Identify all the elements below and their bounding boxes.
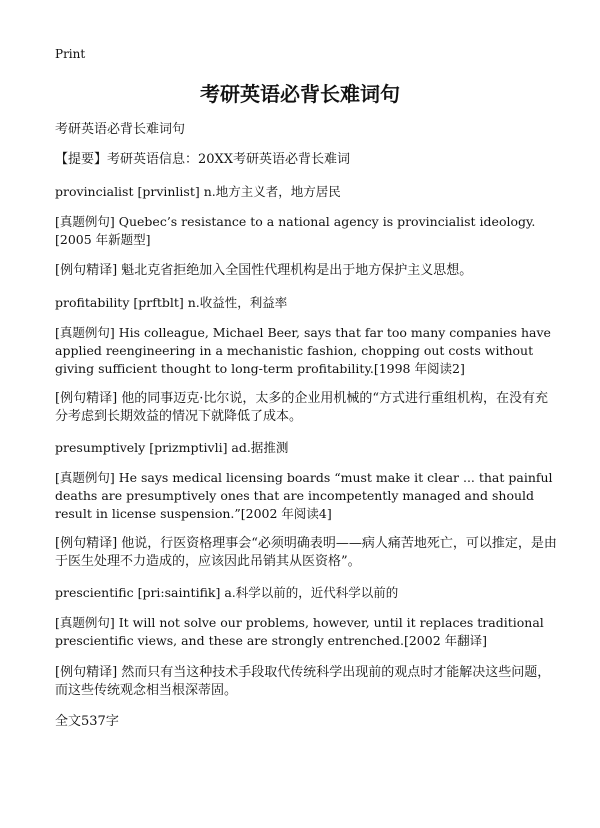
entry-4-example: [真题例句] It will not solve our problems, however, until it replaces traditional prescientific views, and these are strongly entrenched.[2002 年翻译] — [55, 615, 544, 648]
entry-3-example: [真题例句] He says medical licensing boards “must make it clear ... that painful deaths are presumptively ones that are incompetently managed and should result in license suspension.”[2002 年阅读4] — [55, 470, 553, 521]
entry-4-headword: prescientific [pri:saintifik] a.科学以前的，近代科学以前的 — [55, 585, 399, 600]
entry-1-headword: provincialist [prvinlist] n.地方主义者，地方居民 — [55, 184, 341, 199]
entry-3-translation: [例句精译] 他说，行医资格理事会“必须明确表明——病人痛苦地死亡，可以推定，是由于医生处理不力造成的，应该因此吊销其从医资格”。 — [55, 536, 557, 569]
entry-2-example: [真题例句] His colleague, Michael Beer, says that far too many companies have applied reengineering in a mechanistic fashion, chopping out costs without giving sufficient thought to long-term profitability.[1998 年阅读2] — [55, 325, 551, 376]
entry-4-translation: [例句精译] 然而只有当这种技术手段取代传统科学出现前的观点时才能解决这些问题，而这些传统观念相当根深蒂固。 — [55, 665, 551, 698]
print-link[interactable]: Print — [55, 47, 86, 61]
word-count-footer: 全文537字 — [55, 714, 119, 729]
page-title: 考研英语必背长难词句 — [200, 82, 400, 106]
summary: 【提要】考研英语信息：20XX考研英语必背长难词 — [55, 152, 351, 167]
entry-1-example: [真题例句] Quebec’s resistance to a national agency is provincialist ideology.[2005 年新题型] — [55, 214, 536, 247]
subtitle: 考研英语必背长难词句 — [55, 122, 186, 137]
entry-2-translation: [例句精译] 他的同事迈克·比尔说，太多的企业用机械的“方式进行重组机构，在没有充分考虑到长期效益的情况下就降低了成本。 — [55, 391, 549, 424]
entry-1-translation: [例句精译] 魁北克省拒绝加入全国性代理机构是出于地方保护主义思想。 — [55, 263, 473, 278]
entry-3-headword: presumptively [prizmptivli] ad.据推测 — [55, 440, 289, 455]
entry-2-headword: profitability [prftblt] n.收益性，利益率 — [55, 295, 288, 310]
